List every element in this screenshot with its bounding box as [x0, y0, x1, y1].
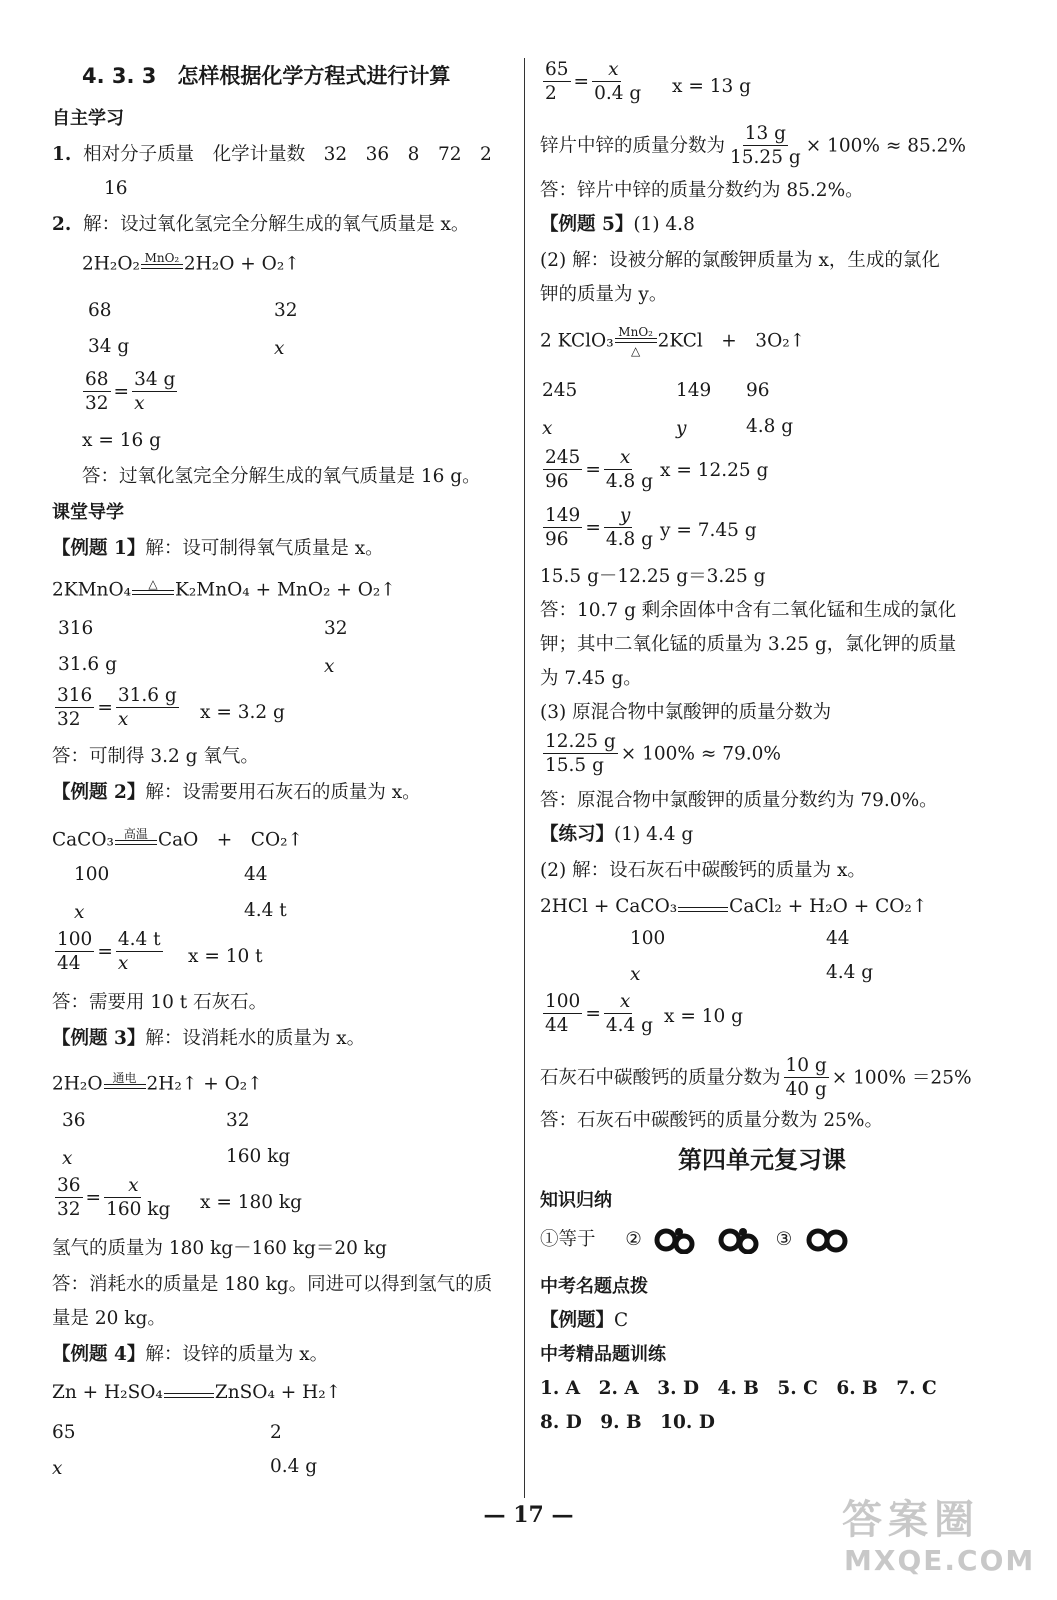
mass-ratio: 36	[62, 1110, 86, 1131]
q1-answer: 相对分子质量 化学计量数 32 36 8 72 2	[83, 144, 492, 165]
answer: 答：消耗水的质量是 180 kg。同进可以得到氢气的质	[52, 1274, 493, 1295]
example-text: 解：设可制得氧气质量是 x。	[145, 538, 384, 559]
column-divider	[524, 58, 525, 1498]
result: x = 16 g	[82, 430, 161, 451]
example-label: 【例题 1】	[52, 538, 146, 559]
example-label: 【例题 2】	[52, 782, 146, 803]
mass-ratio: 2	[270, 1422, 282, 1443]
part-3: (3) 原混合物中氯酸钾的质量分数为	[540, 702, 832, 723]
example-label: 【例题 3】	[52, 1028, 146, 1049]
unknown-mass: x	[630, 964, 641, 985]
unknown-mass: x	[62, 1148, 73, 1169]
answer-key-line: 1. A 2. A 3. D 4. B 5. C 6. B 7. C	[540, 1378, 937, 1399]
result: x = 10 t	[188, 946, 263, 967]
equation-zn: Zn + H₂SO₄ ZnSO₄ + H₂↑	[52, 1382, 342, 1403]
equation-caco3: CaCO₃ 高温 CaO + CO₂↑	[52, 827, 304, 851]
mass-ratio: 44	[244, 864, 268, 885]
example-label: 【例题 5】	[540, 214, 634, 235]
answer-cont: 量是 20 kg。	[52, 1308, 166, 1329]
example-label: 【例题 4】	[52, 1344, 146, 1365]
proportion: $\frac{36}{32}$ = $\frac{x}{160 kg}$	[57, 1175, 171, 1221]
q1-number: 1.	[52, 144, 72, 165]
solution-cont: 钾的质量为 y。	[540, 284, 668, 305]
result: x = 3.2 g	[200, 702, 285, 723]
proportion: $\frac{245}{96}$ = $\frac{x}{4.8 g}$	[545, 447, 653, 493]
heading-self-study: 自主学习	[52, 108, 124, 129]
given-mass: 31.6 g	[58, 654, 117, 675]
mass-ratio: 316	[58, 618, 94, 639]
unknown-mass: x	[74, 902, 85, 923]
proportion: $\frac{100}{44}$ = $\frac{x}{4.4 g}$	[545, 991, 653, 1037]
mass-ratio: 32	[226, 1110, 250, 1131]
answer: 答：需要用 10 t 石灰石。	[52, 992, 268, 1013]
mass-ratio: 44	[826, 928, 850, 949]
example-text: 解：设消耗水的质量为 x。	[145, 1028, 366, 1049]
given-mass: 0.4 g	[270, 1456, 318, 1477]
mass-ratio: 245	[542, 380, 578, 401]
unit-review-title: 第四单元复习课	[678, 1146, 846, 1174]
given-mass: 4.4 g	[826, 962, 874, 983]
answer: 答：锌片中锌的质量分数约为 85.2%。	[540, 180, 864, 201]
proportion: $\frac{100}{44}$ = $\frac{4.4 t}{x}$	[57, 929, 161, 975]
section-title: 4. 3. 3 怎样根据化学方程式进行计算	[82, 64, 451, 88]
knowledge-answers: ①等于 ② ③	[540, 1226, 860, 1254]
practice-text: (1) 4.4 g	[614, 824, 694, 845]
proportion: $\frac{149}{96}$ = $\frac{y}{4.8 g}$	[545, 505, 653, 551]
h2-molecule-icon	[654, 1226, 700, 1254]
mass-ratio: 96	[746, 380, 770, 401]
mass-ratio: 100	[74, 864, 110, 885]
proportion: $\frac{65}{2}$ = $\frac{x}{0.4 g}$	[545, 59, 642, 105]
given-mass: 34 g	[88, 336, 130, 357]
result: x = 180 kg	[200, 1192, 302, 1213]
result: x = 10 g	[664, 1006, 743, 1027]
solution: (2) 解：设被分解的氯酸钾质量为 x，生成的氯化	[540, 250, 940, 271]
watermark-text: 答案圈	[842, 1497, 980, 1543]
mass-ratio: 32	[274, 300, 298, 321]
zinc-fraction: 锌片中锌的质量分数为 $\frac{13 g}{15.25 g}$ × 100% ≈ 85.2%	[540, 123, 967, 169]
subtraction: 15.5 g－12.25 g＝3.25 g	[540, 566, 766, 587]
heading-training: 中考精品题训练	[540, 1344, 666, 1365]
heading-class-guide: 课堂导学	[52, 502, 124, 523]
equation-h2o2: 2H₂O₂ MnO₂ 2H₂O + O₂↑	[82, 251, 300, 275]
practice-label: 【练习】	[540, 824, 615, 845]
proportion: $\frac{316}{32}$ = $\frac{31.6 g}{x}$	[57, 685, 177, 731]
answer-cont: 钾；其中二氧化锰的质量为 3.25 g，氯化钾的质量	[540, 634, 957, 655]
example-answer: C	[614, 1310, 629, 1331]
equation-kclo3: 2 KClO₃ MnO₂ △ 2KCl + 3O₂↑	[540, 325, 806, 358]
example-text: 解：设锌的质量为 x。	[145, 1344, 329, 1365]
heading-famous-questions: 中考名题点拨	[540, 1276, 648, 1297]
example-text: (1) 4.8	[633, 214, 695, 235]
q1-answer-cont: 16	[104, 178, 128, 199]
hydrogen-mass: 氢气的质量为 180 kg－160 kg＝20 kg	[52, 1238, 387, 1259]
page-number: — 17 —	[483, 1502, 574, 1528]
given-mass: 4.4 t	[244, 900, 287, 921]
unknown-mass: x	[542, 418, 553, 439]
solution: (2) 解：设石灰石中碳酸钙的质量为 x。	[540, 860, 866, 881]
unknown-mass: x	[52, 1458, 63, 1479]
equation-hcl: 2HCl + CaCO₃ CaCl₂ + H₂O + CO₂↑	[540, 896, 928, 917]
mass-ratio: 32	[324, 618, 348, 639]
equation-kmno4: 2KMnO₄ △ K₂MnO₄ + MnO₂ + O₂↑	[52, 577, 396, 601]
watermark-url: MXQE.COM	[844, 1544, 1036, 1577]
example-text: 解：设需要用石灰石的质量为 x。	[145, 782, 421, 803]
caco3-fraction: 石灰石中碳酸钙的质量分数为 $\frac{10 g}{40 g}$ × 100% ＝25%	[540, 1055, 972, 1101]
mass-ratio: 149	[676, 380, 712, 401]
answer: 答：原混合物中氯酸钾的质量分数约为 79.0%。	[540, 790, 938, 811]
answer: 答：石灰石中碳酸钙的质量分数为 25%。	[540, 1110, 884, 1131]
given-mass: 4.8 g	[746, 416, 794, 437]
answer-cont: 为 7.45 g。	[540, 668, 642, 689]
proportion: $\frac{68}{32}$ = $\frac{34 g}{x}$	[85, 369, 176, 415]
h2-molecule-icon	[718, 1226, 764, 1254]
answer-key-line: 8. D 9. B 10. D	[540, 1412, 715, 1433]
chlorate-fraction: $\frac{12.25 g}{15.5 g}$ × 100% ≈ 79.0%	[545, 731, 781, 777]
given-mass: 160 kg	[226, 1146, 291, 1167]
q2-number: 2.	[52, 214, 72, 235]
mass-ratio: 68	[88, 300, 112, 321]
result: x = 13 g	[672, 76, 751, 97]
equation-h2o: 2H₂O 通电 2H₂↑ + O₂↑	[52, 1071, 263, 1095]
unknown-mass: y	[676, 418, 687, 439]
answer: 答：可制得 3.2 g 氧气。	[52, 746, 259, 767]
example-label: 【例题】	[540, 1310, 615, 1331]
mass-ratio: 65	[52, 1422, 76, 1443]
unknown-mass: x	[324, 656, 335, 677]
answer: 答：10.7 g 剩余固体中含有二氧化锰和生成的氯化	[540, 600, 957, 621]
mass-ratio: 100	[630, 928, 666, 949]
answer: 答：过氧化氢完全分解生成的氧气质量是 16 g。	[82, 466, 481, 487]
result: y = 7.45 g	[660, 520, 757, 541]
watermark-logo	[842, 1488, 1052, 1588]
result: x = 12.25 g	[660, 460, 769, 481]
unknown-mass: x	[274, 338, 285, 359]
heading-knowledge: 知识归纳	[540, 1190, 612, 1211]
q2-solution: 解：设过氧化氢完全分解生成的氧气质量是 x。	[83, 214, 470, 235]
o2-molecule-icon	[804, 1227, 854, 1253]
